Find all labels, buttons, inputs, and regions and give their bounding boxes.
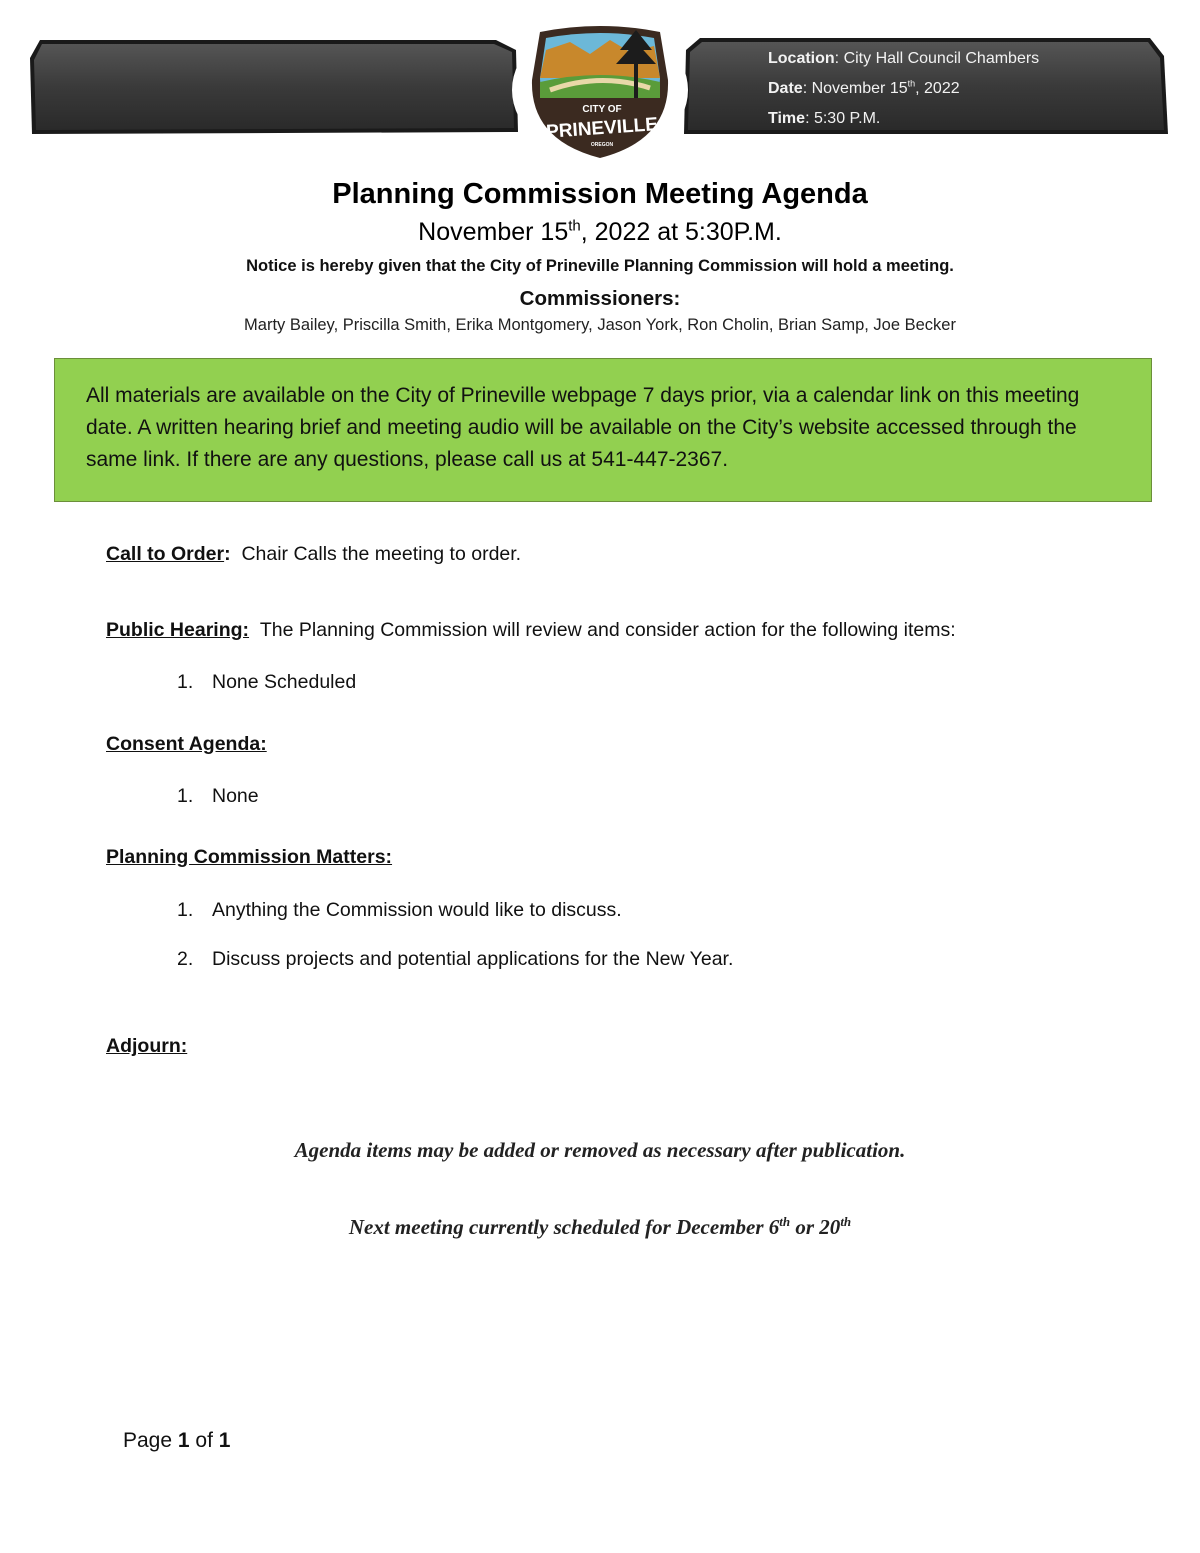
call-to-order-label: Call to Order: [106, 543, 225, 565]
pc-matters-label: Planning Commission Matters:: [106, 846, 393, 868]
next-meeting-note: [0, 1215, 1200, 1240]
section-call-to-order: [106, 543, 521, 566]
subtitle-prefix: November 15: [418, 218, 569, 246]
list-item: [177, 671, 356, 694]
publication-note: Agenda items may be added or removed as necessary after publication.: [294, 1138, 906, 1162]
page-number: [123, 1429, 230, 1453]
materials-info-box: [54, 358, 1152, 502]
meeting-time: [768, 110, 880, 128]
logo-line-city-of: CITY OF: [582, 104, 622, 115]
date-value-prefix: : November 15: [802, 80, 908, 97]
time-label: Time: [768, 110, 806, 127]
commissioners-names: Marty Bailey, Priscilla Smith, Erika Montgomery, Jason York, Ron Cholin, Brian Samp, Joe Becker: [244, 316, 956, 334]
meeting-notice: Notice is hereby given that the City of Prineville Planning Commission will hold a meeting.: [246, 257, 954, 275]
call-to-order-colon: :: [224, 543, 231, 565]
page-total: 1: [218, 1429, 231, 1452]
time-value: : 5:30 P.M.: [805, 110, 881, 127]
logo-line-oregon: OREGON: [590, 142, 614, 148]
section-planning-commission-matters: [106, 846, 392, 869]
next-meeting-sup1: th: [779, 1214, 791, 1229]
meeting-location: [768, 50, 1039, 68]
page-prefix: Page: [123, 1429, 178, 1452]
subtitle-sup: th: [568, 217, 581, 235]
header-banner-left: [26, 36, 526, 140]
location-label: Location: [768, 50, 835, 67]
location-value: : City Hall Council Chambers: [834, 50, 1040, 67]
next-meeting-sup2: th: [840, 1214, 852, 1229]
page-title: Planning Commission Meeting Agenda: [332, 178, 868, 210]
date-value-suffix: , 2022: [915, 80, 960, 97]
subtitle-suffix: , 2022 at 5:30P.M.: [580, 218, 782, 246]
materials-info-text: All materials are available on the City of Prineville webpage 7 days prior, via a calendar link on this meeting date. A written hearing brief and meeting audio will be available on the City’s website accessed through the same link. If there are any questions, please call us at 541-447-2367.: [86, 384, 1080, 471]
list-item-text: None Scheduled: [212, 671, 357, 693]
call-to-order-text: Chair Calls the meeting to order.: [241, 543, 522, 565]
public-hearing-label: Public Hearing:: [106, 619, 250, 641]
page-current: 1: [177, 1429, 190, 1452]
section-consent-agenda: [106, 733, 267, 756]
adjourn-label: Adjourn:: [106, 1035, 188, 1057]
city-of-prineville-logo: [510, 20, 690, 167]
section-adjourn: [106, 1035, 187, 1058]
meeting-datetime-subtitle: [0, 218, 1200, 247]
list-item-text: None: [212, 785, 259, 807]
section-public-hearing: [106, 619, 956, 642]
list-item: [177, 948, 733, 971]
list-item: [177, 785, 259, 808]
list-item-text: Anything the Commission would like to discuss.: [212, 899, 622, 921]
list-item-text: Discuss projects and potential applications for the New Year.: [212, 948, 734, 970]
list-item-number: 2.: [177, 948, 194, 970]
date-label: Date: [768, 80, 803, 97]
date-value-sup: th: [907, 78, 916, 89]
list-item-number: 1.: [177, 899, 194, 921]
next-meeting-mid: or 20: [790, 1215, 841, 1239]
next-meeting-prefix: Next meeting currently scheduled for December 6: [348, 1215, 780, 1239]
public-hearing-text: The Planning Commission will review and consider action for the following items:: [259, 619, 956, 641]
logo-line-prineville: PRINEVILLE: [545, 114, 659, 143]
consent-agenda-label: Consent Agenda:: [106, 733, 267, 755]
list-item-number: 1.: [177, 671, 194, 693]
list-item-number: 1.: [177, 785, 194, 807]
page-of: of: [189, 1429, 219, 1452]
commissioners-heading: Commissioners:: [519, 287, 681, 310]
list-item: [177, 899, 622, 922]
meeting-date: [768, 80, 960, 98]
